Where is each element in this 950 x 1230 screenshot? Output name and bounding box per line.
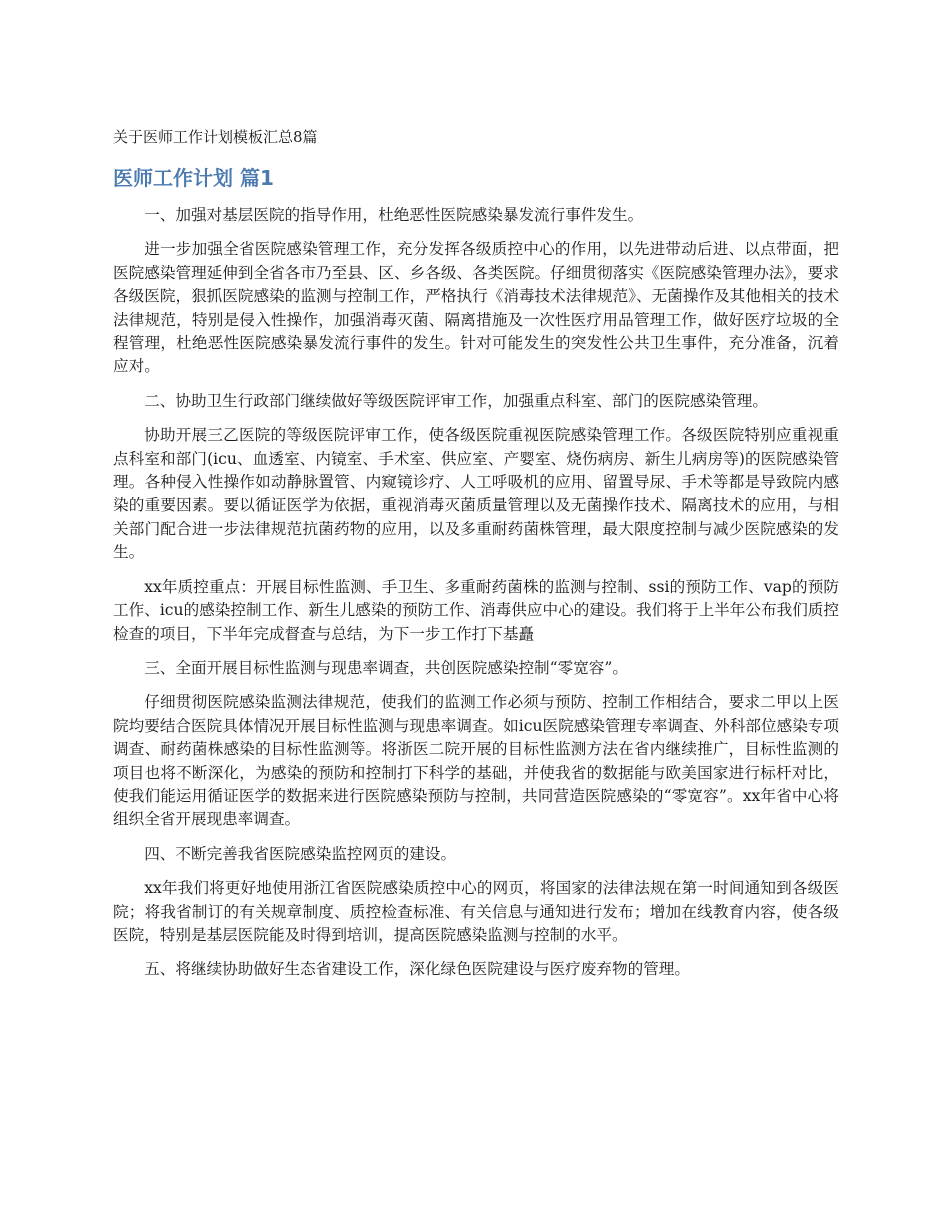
paragraph-quality-focus: xx年质控重点：开展目标性监测、手卫生、多重耐药菌株的监测与控制、ssi的预防工作、vap的预防工作、icu的感染控制工作、新生儿感染的预防工作、消毒供应中心的建设。我们将于上半年公布我们质控检查的项目，下半年完成督查与总结，为下一步工作打下基矗: [113, 577, 839, 643]
document-title: 关于医师工作计划模板汇总8篇: [113, 128, 318, 146]
paragraph-overview: 进一步加强全省医院感染管理工作，充分发挥各级质控中心的作用，以先进带动后进、以点带面，把医院感染管理延伸到全省各市乃至县、区、乡各级、各类医院。仔细贯彻落实《医院感染管理办法》，要求各级医院，狠抓医院感染的监测与控制工作，严格执行《消毒技术法律规范》、无菌操作及其他相关的技术法律规范，特别是侵入性操作，加强消毒灭菌、隔离措施及一次性医疗用品管理工作，做好医疗垃圾的全程管理，杜绝恶性医院感染暴发流行事件的发生。针对可能发生的突发性公共卫生事件，充分准备，沉着应对。: [113, 240, 839, 376]
section-heading: 医师工作计划 篇1: [113, 166, 274, 190]
paragraph-evaluation: 协助开展三乙医院的等级医院评审工作，使各级医院重视医院感染管理工作。各级医院特别应重视重点科室和部门(icu、血透室、内镜室、手术室、供应室、产婴室、烧伤病房、新生儿病房等)的医院感染管理。各种侵入性操作如动静脉置管、内窥镜诊疗、人工呼吸机的应用、留置导尿、手术等都是导致院内感染的重要因素。要以循证医学为依据，重视消毒灭菌质量管理以及无菌操作技术、隔离技术的应用，与相关部门配合进一步法律规范抗菌药物的应用，以及多重耐药菌株管理，最大限度控制与减少医院感染的发生。: [113, 426, 839, 562]
document-body: [113, 204, 839, 993]
paragraph-monitoring: 仔细贯彻医院感染监测法律规范，使我们的监测工作必须与预防、控制工作相结合，要求二甲以上医院均要结合医院具体情况开展目标性监测与现患率调查。如icu医院感染管理专率调查、外科部位感染专项调查、耐药菌株感染的目标性监测等。将浙医二院开展的目标性监测方法在省内继续推广，目标性监测的项目也将不断深化，为感染的预防和控制打下科学的基础，并使我省的数据能与欧美国家进行标杆对比，使我们能运用循证医学的数据来进行医院感染预防与控制，共同营造医院感染的“零宽容”。xx年省中心将组织全省开展现患率调查。: [113, 693, 839, 829]
paragraph-website: xx年我们将更好地使用浙江省医院感染质控中心的网页，将国家的法律法规在第一时间通知到各级医院；将我省制订的有关规章制度、质控检查标准、有关信息与通知进行发布；增加在线教育内容，使各级医院，特别是基层医院能及时得到培训，提高医院感染监测与控制的水平。: [113, 879, 839, 944]
paragraph-item-2: 二、协助卫生行政部门继续做好等级医院评审工作，加强重点科室、部门的医院感染管理。: [144, 391, 768, 410]
paragraph-item-1: 一、加强对基层医院的指导作用，杜绝恶性医院感染暴发流行事件发生。: [144, 206, 644, 224]
paragraph-item-5: 五、将继续协助做好生态省建设工作，深化绿色医院建设与医疗废弃物的管理。: [144, 960, 690, 979]
paragraph-item-3: 三、全面开展目标性监测与现患率调查，共创医院感染控制“零宽容”。: [144, 658, 628, 677]
paragraph-item-4: 四、不断完善我省医院感染监控网页的建设。: [144, 844, 457, 863]
